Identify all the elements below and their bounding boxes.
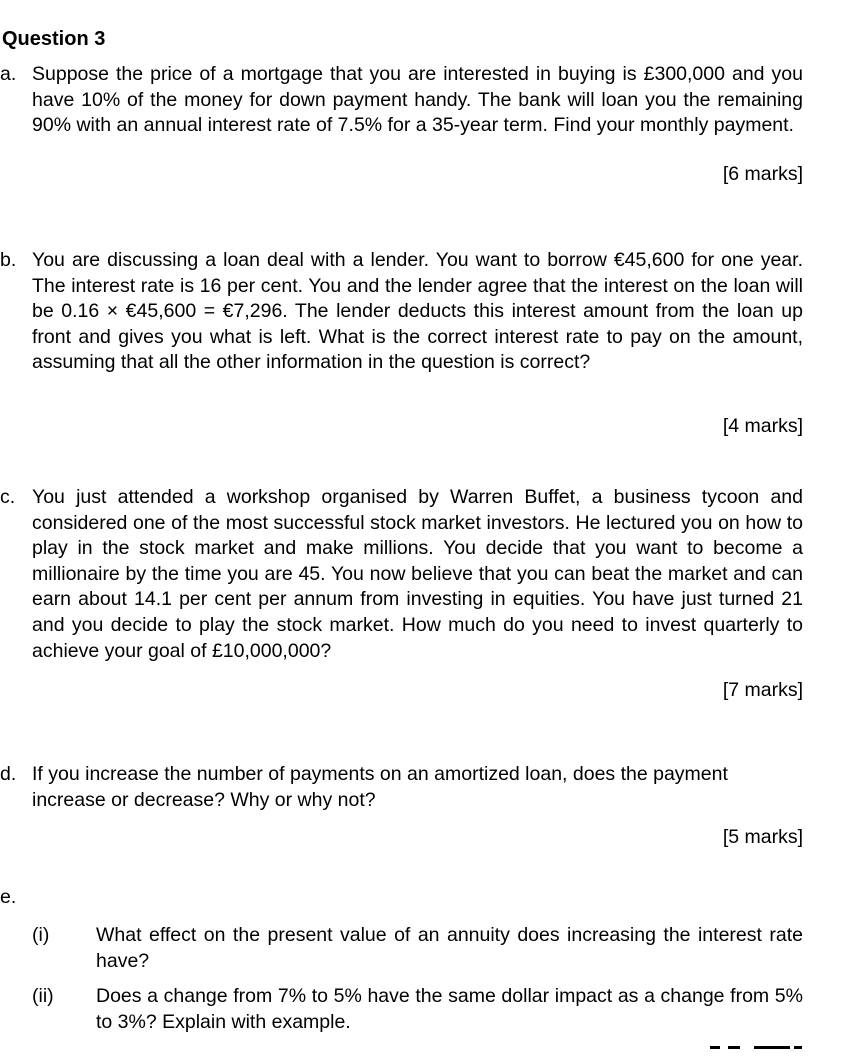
marks-label: [4 marks]	[722, 415, 803, 437]
marks-label: [6 marks]	[722, 163, 803, 185]
question-part-d	[0, 762, 803, 813]
subpart-text: What effect on the present value of an annuity does increasing the interest rate have?	[96, 924, 803, 972]
part-letter: b.	[0, 249, 17, 271]
part-letter: c.	[0, 486, 16, 508]
subpart-number: (i)	[32, 924, 50, 946]
cut-off-marks-fragment	[708, 1046, 804, 1056]
part-letter: a.	[0, 63, 17, 85]
part-text: You just attended a workshop organised by Warren Buffet, a business tycoon and considered one of the most successful stock market investors. He lectured you on how to play in the stock market and make millions. You decide that you want to become a millionaire by the time you are 45. You now believe that you can beat the market and can earn about 14.1 per cent per annum from investing in equities. You have just turned 21 and you decide to play the stock market. How much do you need to invest quarterly to achieve your goal of £10,000,000?	[32, 486, 803, 662]
part-text: If you increase the number of payments on an amortized loan, does the payment increase or decrease? Why or why not?	[32, 763, 728, 811]
part-text: Suppose the price of a mortgage that you are interested in buying is £300,000 and you have 10% of the money for down payment handy. The bank will loan you the remaining 90% with an annual interest rate of 7.5% for a 35-year term. Find your monthly payment.	[32, 63, 803, 137]
subpart-text: Does a change from 7% to 5% have the same dollar impact as a change from 5% to 3%? Explain with example.	[96, 985, 803, 1033]
part-letter: e.	[0, 886, 17, 908]
marks-label: [5 marks]	[722, 826, 803, 848]
subpart-ii	[0, 984, 803, 1035]
subpart-number: (ii)	[32, 985, 54, 1007]
marks-label: [7 marks]	[722, 679, 803, 701]
question-part-b	[0, 248, 803, 376]
subpart-i	[0, 923, 803, 974]
question-title: Question 3	[2, 28, 106, 50]
part-text: You are discussing a loan deal with a lender. You want to borrow €45,600 for one year. The interest rate is 16 per cent. You and the lender agree that the interest on the loan will be 0.16 × €45,600 = €7,296. The lender deducts this interest amount from the loan up front and gives you what is left. What is the correct interest rate to pay on the amount, assuming that all the other information in the question is correct?	[32, 249, 803, 374]
question-part-a	[0, 62, 803, 139]
part-letter: d.	[0, 763, 17, 785]
question-part-c	[0, 485, 803, 664]
